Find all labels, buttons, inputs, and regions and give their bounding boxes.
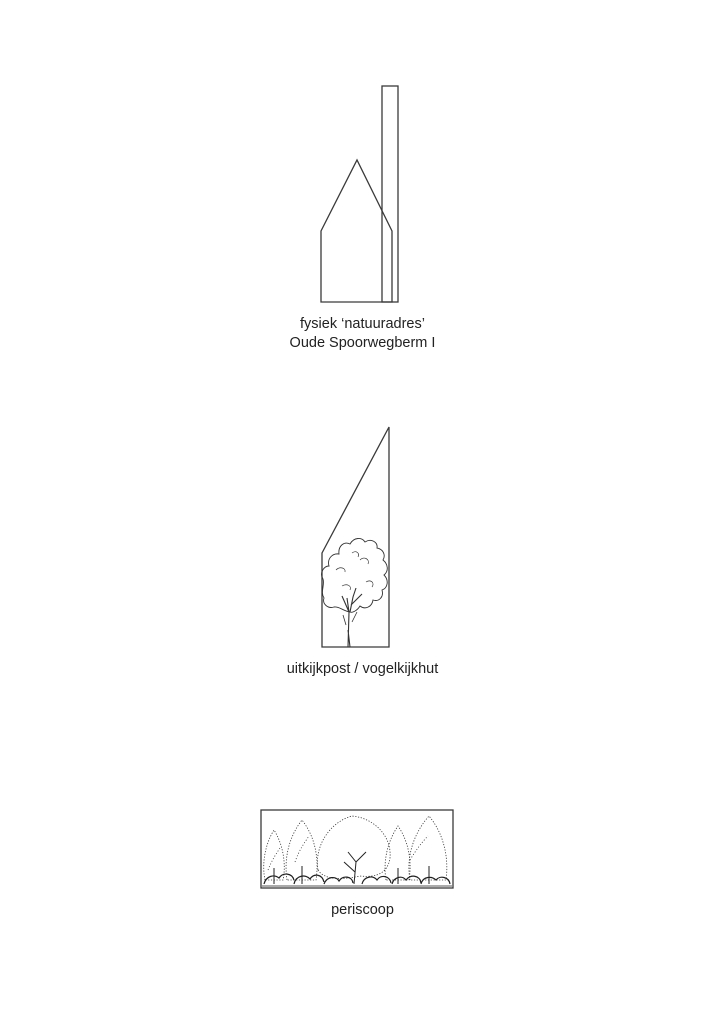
periscope-caption — [0, 901, 725, 920]
tower-outline — [322, 427, 389, 647]
house-caption-line1: fysiek ‘natuuradres’ — [300, 316, 425, 332]
tree-illustration — [322, 538, 388, 647]
tree-trunk — [342, 588, 362, 647]
house-caption-line2: Oude Spoorwegberm I — [289, 335, 436, 351]
periscope-drawing — [261, 810, 453, 888]
tower-caption-text: uitkijkpost / vogelkijkhut — [286, 661, 439, 677]
house-caption — [0, 315, 725, 353]
periscope-caption-text: periscoop — [331, 902, 394, 918]
tower-drawing — [322, 427, 389, 647]
chimney-outline — [382, 86, 398, 302]
house-drawing — [321, 86, 398, 302]
tower-caption — [0, 660, 725, 679]
